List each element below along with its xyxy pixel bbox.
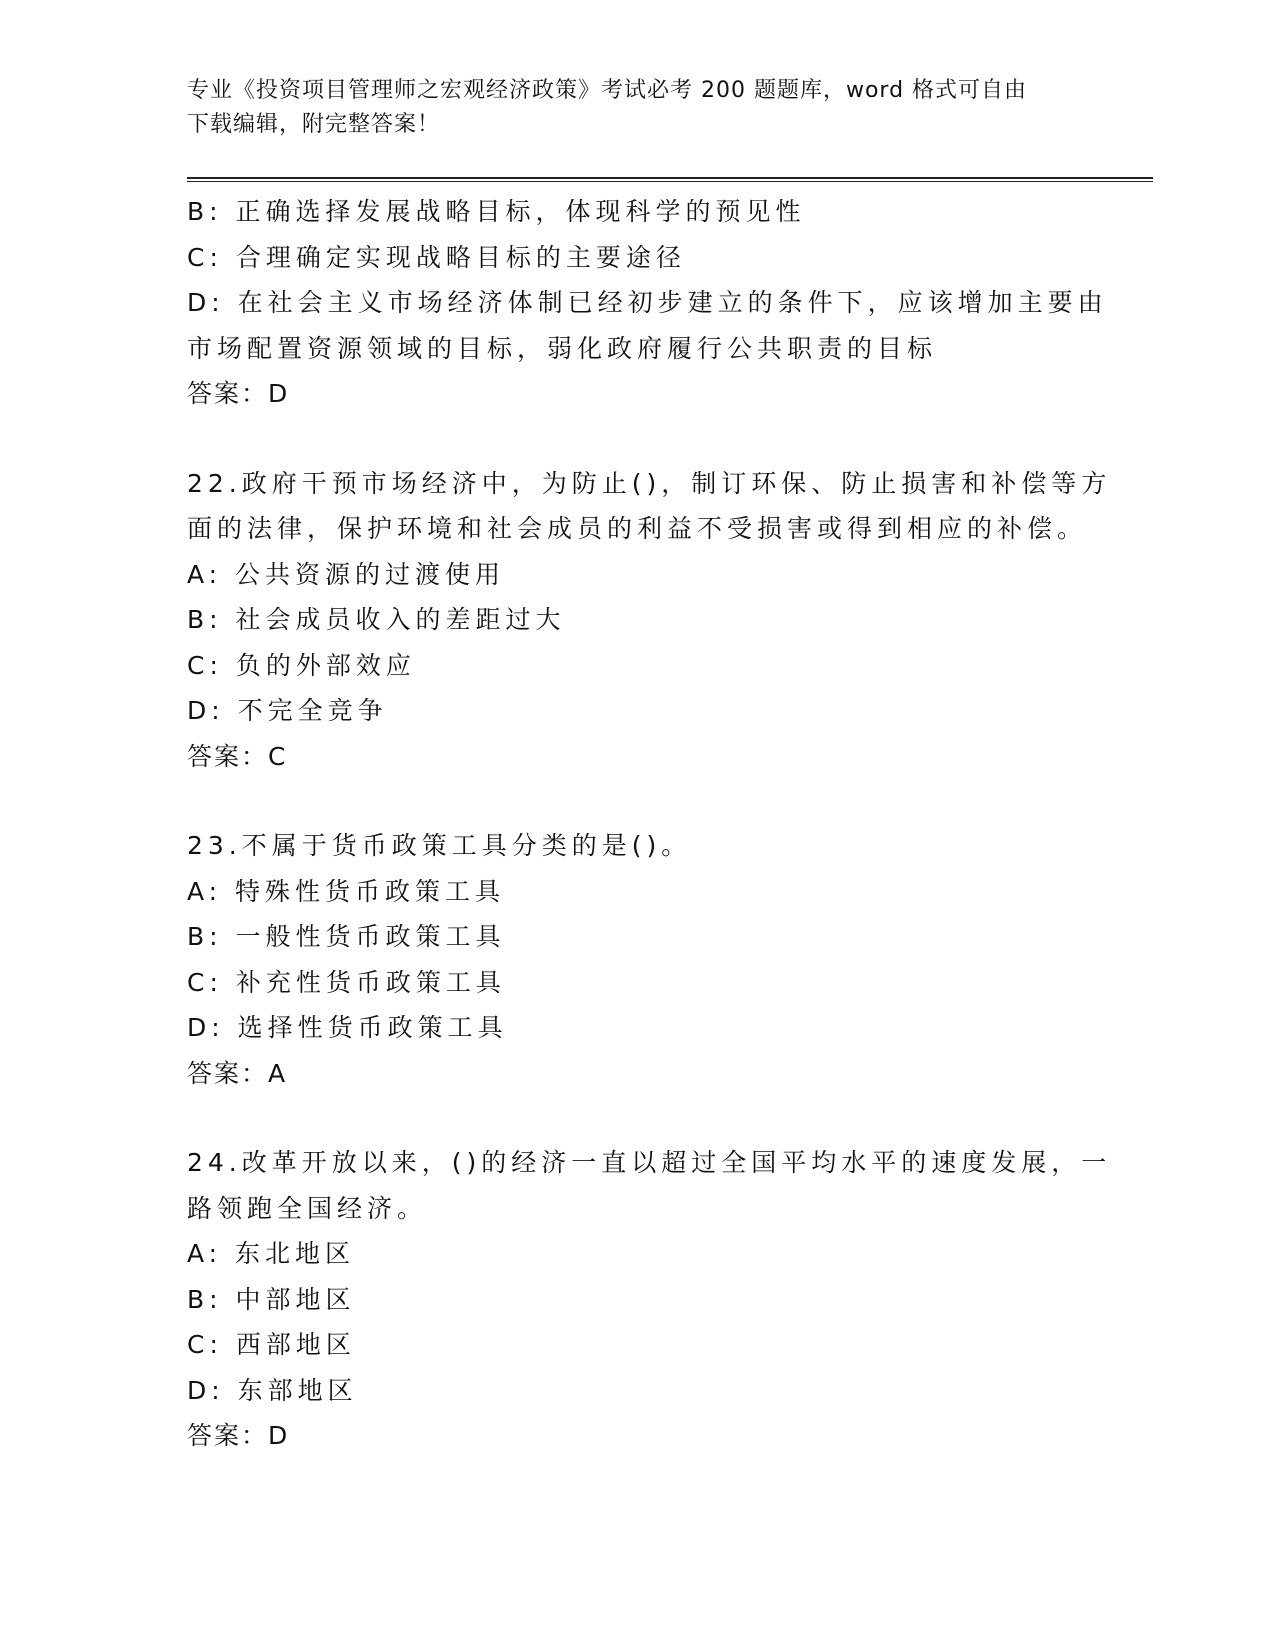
answer: 答案：C (187, 741, 288, 771)
answer: 答案：D (187, 1421, 290, 1450)
option-a: A: 特殊性货币政策工具 (187, 876, 506, 906)
spacer (187, 417, 1087, 461)
option-d: D: 东部地区 (187, 1375, 358, 1405)
option-b: B: 中部地区 (187, 1284, 356, 1314)
option-c: C: 负的外部效应 (187, 650, 416, 680)
option-d: D: 选择性货币政策工具 (187, 1013, 508, 1042)
option-d-line-2: 市场配置资源领域的目标，弱化政府履行公共职责的目标 (187, 333, 938, 363)
question-content (187, 189, 1112, 1459)
spacer (187, 1096, 1087, 1140)
option-b: B: 正确选择发展战略目标，体现科学的预见性 (187, 197, 806, 226)
question-24 (187, 1140, 1112, 1459)
spacer (187, 779, 1087, 823)
option-d-line-1: D: 在社会主义市场经济体制已经初步建立的条件下，应该增加主要由 (187, 288, 1108, 317)
header-line-1: 专业《投资项目管理师之宏观经济政策》考试必考 200 题题库，word 格式可自由 (187, 78, 1028, 103)
answer: 答案：D (187, 379, 290, 408)
option-b: B: 一般性货币政策工具 (187, 922, 506, 951)
page-header (187, 74, 1067, 142)
header-rule-bottom (187, 181, 1153, 182)
option-a: A: 东北地区 (187, 1239, 356, 1268)
option-c: C: 补充性货币政策工具 (187, 967, 506, 997)
header-rule-top (187, 177, 1153, 179)
question-23 (187, 823, 1087, 1096)
question-stem: 23.不属于货币政策工具分类的是()。 (187, 831, 692, 860)
answer: 答案：A (187, 1058, 288, 1088)
option-c: C: 合理确定实现战略目标的主要途径 (187, 242, 686, 272)
header-line-2: 下载编辑，附完整答案！ (187, 112, 441, 137)
option-c: C: 西部地区 (187, 1330, 356, 1359)
question-stem-line-2: 面的法律，保护环境和社会成员的利益不受损害或得到相应的补偿。 (187, 514, 1088, 543)
option-a: A: 公共资源的过渡使用 (187, 559, 506, 589)
question-stem-line-1: 24.改革开放以来，()的经济一直以超过全国平均水平的速度发展，一 (187, 1148, 1112, 1177)
question-stem-line-1: 22.政府干预市场经济中，为防止()，制订环保、防止损害和补偿等方 (187, 468, 1112, 498)
question-21-continuation (187, 189, 1108, 417)
option-b: B: 社会成员收入的差距过大 (187, 605, 566, 634)
question-stem-line-2: 路领跑全国经济。 (187, 1193, 428, 1223)
question-22 (187, 461, 1112, 780)
option-d: D: 不完全竞争 (187, 696, 388, 725)
